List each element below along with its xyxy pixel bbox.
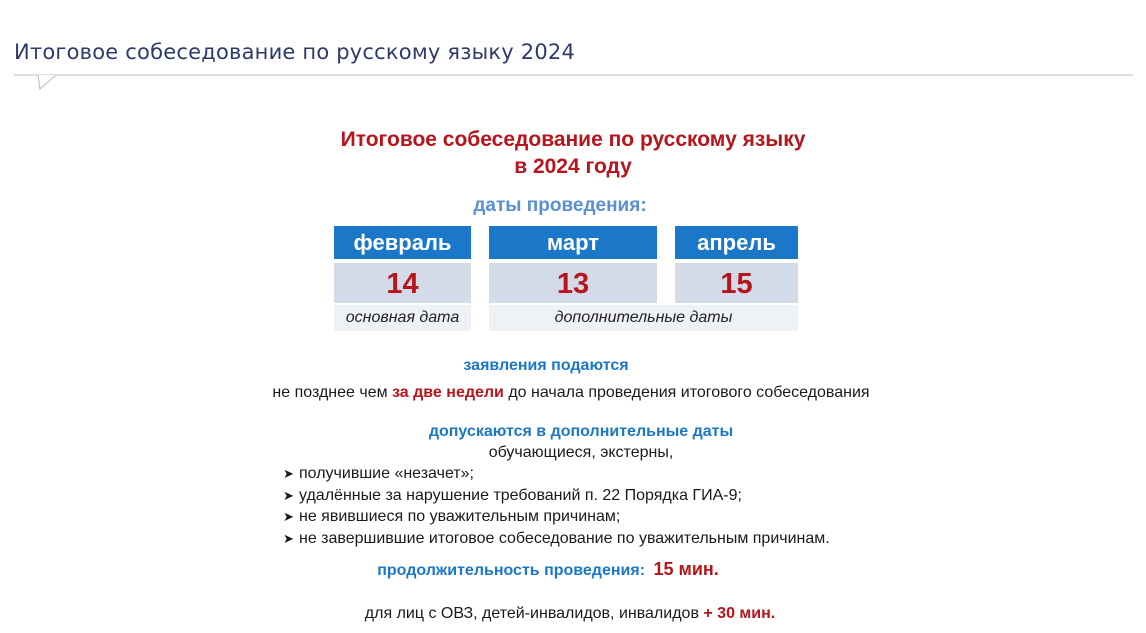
disability-duration-text: для лиц с ОВЗ, детей-инвалидов, инвалидов bbox=[364, 605, 704, 622]
admission-list bbox=[283, 463, 830, 549]
main-date-note: основная дата bbox=[334, 305, 471, 331]
dates-caption: даты проведения: bbox=[473, 195, 647, 216]
header-divider bbox=[0, 70, 1146, 92]
arrow-bullet-icon: ➤ bbox=[283, 466, 294, 481]
list-item: ➤ удалённые за нарушение требований п. 22 Порядка ГИА-9; bbox=[283, 485, 830, 507]
duration-line bbox=[0, 559, 1121, 580]
duration-value: 15 мин. bbox=[653, 559, 719, 579]
list-item: ➤ не завершившие итоговое собеседование по уважительным причинам. bbox=[283, 528, 830, 550]
disability-duration-value: + 30 мин. bbox=[703, 605, 776, 622]
applications-text-after: до начала проведения итогового собеседования bbox=[503, 384, 870, 401]
disability-duration-line bbox=[0, 605, 1143, 623]
applications-title: заявления подаются bbox=[463, 357, 629, 374]
duration-label: продолжительность проведения: bbox=[377, 562, 646, 579]
extra-dates-note: дополнительные даты bbox=[489, 305, 798, 331]
main-heading-line1: Итоговое собеседование по русскому языку bbox=[340, 128, 806, 151]
arrow-bullet-icon: ➤ bbox=[283, 530, 294, 546]
list-item: ➤ получившие «незачет»; bbox=[283, 463, 830, 485]
month-february: февраль bbox=[334, 226, 471, 259]
admission-title: допускаются в дополнительные даты bbox=[428, 423, 734, 440]
list-item: ➤ не явившиеся по уважительным причинам; bbox=[283, 506, 830, 528]
day-april: 15 bbox=[675, 263, 798, 303]
applications-text-before: не позднее чем bbox=[272, 384, 393, 401]
day-february: 14 bbox=[334, 263, 471, 303]
applications-text bbox=[0, 384, 1144, 402]
arrow-bullet-icon: ➤ bbox=[283, 509, 294, 524]
month-march: март bbox=[489, 226, 657, 259]
slide-title: Итоговое собеседование по русскому языку 2024 bbox=[14, 40, 575, 64]
applications-deadline: за две недели bbox=[392, 384, 504, 401]
month-april: апрель bbox=[675, 226, 798, 259]
main-heading-line2: в 2024 году bbox=[514, 155, 632, 178]
admission-subtitle: обучающиеся, экстерны, bbox=[488, 444, 674, 461]
arrow-bullet-icon: ➤ bbox=[283, 487, 294, 503]
day-march: 13 bbox=[489, 263, 657, 303]
